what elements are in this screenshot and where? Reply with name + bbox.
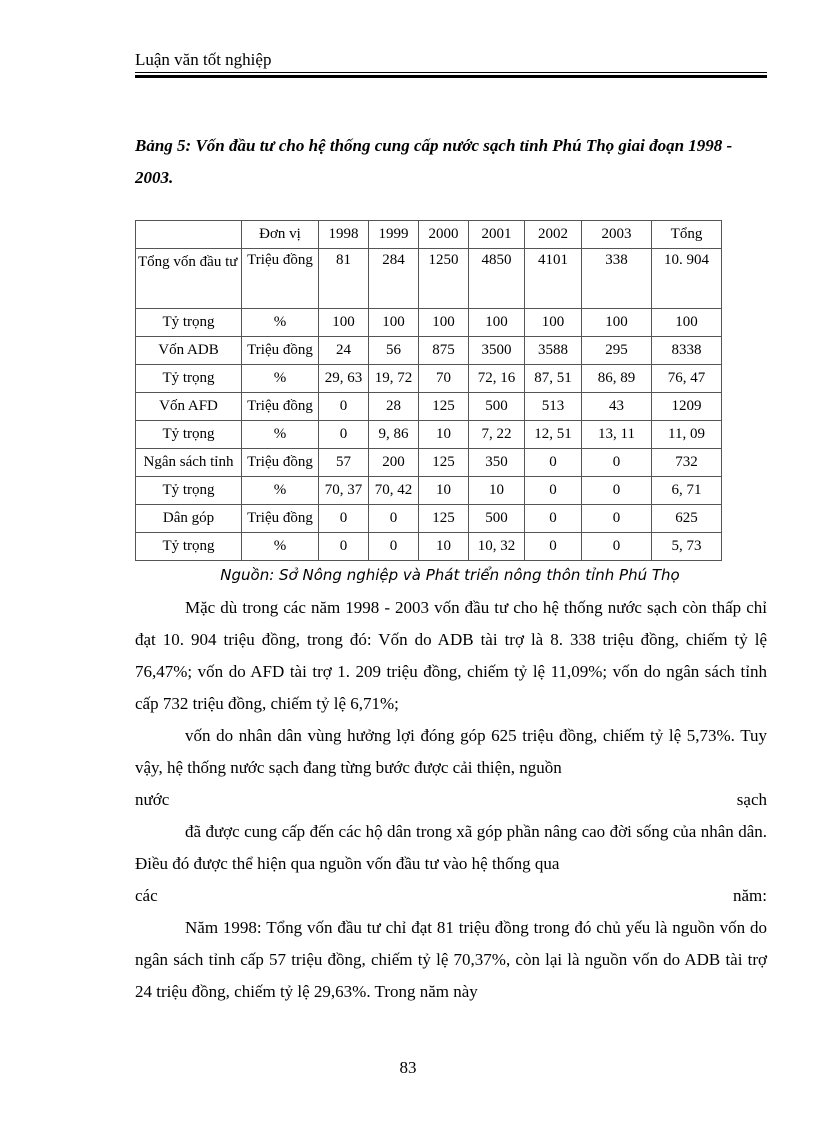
table-cell: 43 (582, 393, 652, 421)
header-rule-thin (135, 72, 767, 73)
paragraph-3-end-right: năm: (733, 886, 767, 905)
table-row (136, 505, 722, 533)
table-cell: 87, 51 (525, 365, 582, 393)
row-label-cell: Tỷ trọng (136, 365, 242, 393)
table-cell: 9, 86 (369, 421, 419, 449)
row-label-cell: Tỷ trọng (136, 533, 242, 561)
table-cell: 125 (419, 449, 469, 477)
table-cell: 0 (525, 477, 582, 505)
table-cell: % (242, 533, 319, 561)
table-header-cell: Đơn vị (242, 221, 319, 249)
table-cell: 100 (319, 309, 369, 337)
table-cell: 24 (319, 337, 369, 365)
table-cell: 0 (319, 533, 369, 561)
table-row (136, 421, 722, 449)
table-cell: 500 (469, 505, 525, 533)
table-cell: 200 (369, 449, 419, 477)
table-cell: 10. 904 (652, 249, 722, 309)
paragraph-3-last-line (135, 880, 767, 912)
table-cell: 125 (419, 393, 469, 421)
row-label-cell: Tỷ trọng (136, 309, 242, 337)
table-cell: 5, 73 (652, 533, 722, 561)
row-label-cell: Vốn AFD (136, 393, 242, 421)
table-cell: 10 (419, 533, 469, 561)
table-cell: 29, 63 (319, 365, 369, 393)
table-row (136, 393, 722, 421)
table-caption: Bảng 5: Vốn đầu tư cho hệ thống cung cấp nước sạch tỉnh Phú Thọ giai đoạn 1998 - 2003. (135, 136, 733, 187)
paragraph-2: vốn do nhân dân vùng hưởng lợi đóng góp 625 triệu đồng, chiếm tỷ lệ 5,73%. Tuy vậy, hệ thống nước sạch đang từng bước được cải thiện, nguồn (135, 726, 767, 777)
table-cell: 625 (652, 505, 722, 533)
table-header-cell: Tổng (652, 221, 722, 249)
table-cell: 72, 16 (469, 365, 525, 393)
table-row (136, 533, 722, 561)
table-header-cell: 2003 (582, 221, 652, 249)
table-header-cell: 1999 (369, 221, 419, 249)
table-cell: 100 (652, 309, 722, 337)
table-cell: 100 (419, 309, 469, 337)
table-cell: Triệu đồng (242, 249, 319, 309)
table-cell: 0 (319, 505, 369, 533)
table-cell: 76, 47 (652, 365, 722, 393)
page-header (135, 49, 767, 78)
paragraph-2-end-right: sạch (736, 790, 767, 809)
table-row (136, 337, 722, 365)
table-header-row (136, 221, 722, 249)
paragraph-3: đã được cung cấp đến các hộ dân trong xã góp phần nâng cao đời sống của nhân dân. Điều đó được thể hiện qua nguồn vốn đầu tư vào hệ thống qua (135, 822, 767, 873)
table-row (136, 365, 722, 393)
table-cell: 81 (319, 249, 369, 309)
table-cell: 6, 71 (652, 477, 722, 505)
row-label-cell: Tổng vốn đầu tư (136, 249, 242, 309)
table-row (136, 449, 722, 477)
table-cell: 100 (469, 309, 525, 337)
table-cell: 0 (525, 533, 582, 561)
table-cell: Triệu đồng (242, 393, 319, 421)
table-cell: Triệu đồng (242, 505, 319, 533)
header-rule-thick (135, 75, 767, 78)
table-cell: 56 (369, 337, 419, 365)
table-header-cell: 2002 (525, 221, 582, 249)
table-cell: 100 (582, 309, 652, 337)
paragraph-2-end-left: nước (135, 790, 170, 809)
table-cell: 10, 32 (469, 533, 525, 561)
body-text (135, 592, 767, 1008)
table-row (136, 477, 722, 505)
table-header-cell: 2001 (469, 221, 525, 249)
table-cell: 28 (369, 393, 419, 421)
table-cell: 70, 42 (369, 477, 419, 505)
table-cell: 875 (419, 337, 469, 365)
table-row (136, 309, 722, 337)
table-cell: 4850 (469, 249, 525, 309)
table-cell: 10 (419, 421, 469, 449)
table-cell: 8338 (652, 337, 722, 365)
table-cell: 7, 22 (469, 421, 525, 449)
table-cell: 100 (369, 309, 419, 337)
table-cell: 10 (419, 477, 469, 505)
table-cell: 0 (525, 505, 582, 533)
paragraph-4: Năm 1998: Tổng vốn đầu tư chỉ đạt 81 triệu đồng trong đó chủ yếu là nguồn vốn do ngân sách tỉnh cấp 57 triệu đồng, chiếm tỷ lệ 70,37%, còn lại là nguồn vốn do ADB tài trợ 24 triệu đồng, chiếm tỷ lệ 29,63%. Trong năm này (135, 918, 767, 1001)
row-label-cell: Ngân sách tỉnh (136, 449, 242, 477)
table-cell: 1209 (652, 393, 722, 421)
table-cell: Triệu đồng (242, 337, 319, 365)
row-label-cell: Dân góp (136, 505, 242, 533)
table-header-cell: 1998 (319, 221, 369, 249)
table-cell: 19, 72 (369, 365, 419, 393)
table-cell: 0 (582, 477, 652, 505)
table-cell: 11, 09 (652, 421, 722, 449)
row-label-cell: Vốn ADB (136, 337, 242, 365)
table-cell: 0 (525, 449, 582, 477)
table-cell: 0 (369, 505, 419, 533)
table-cell: 70 (419, 365, 469, 393)
table-cell: 732 (652, 449, 722, 477)
table-cell: 125 (419, 505, 469, 533)
page-number: 83 (399, 1058, 417, 1077)
table-cell: 3500 (469, 337, 525, 365)
paragraph-3-end-left: các (135, 886, 158, 905)
table-cell: % (242, 365, 319, 393)
table-cell: 0 (319, 393, 369, 421)
table-cell: 0 (319, 421, 369, 449)
header-title: Luận văn tốt nghiệp (135, 50, 272, 69)
table-cell: 3588 (525, 337, 582, 365)
row-label-cell: Tỷ trọng (136, 421, 242, 449)
table-cell: 4101 (525, 249, 582, 309)
table-cell: Triệu đồng (242, 449, 319, 477)
table-cell: 284 (369, 249, 419, 309)
table-cell: 513 (525, 393, 582, 421)
paragraph-2-last-line (135, 784, 767, 816)
table-cell: 500 (469, 393, 525, 421)
table-cell: 10 (469, 477, 525, 505)
table-cell: 338 (582, 249, 652, 309)
table-cell: 70, 37 (319, 477, 369, 505)
table-cell: % (242, 477, 319, 505)
investment-table (135, 220, 722, 561)
table-header-cell (136, 221, 242, 249)
table-source: Nguồn: Sở Nông nghiệp và Phát triển nông thôn tỉnh Phú Thọ (220, 566, 680, 584)
table-cell: 57 (319, 449, 369, 477)
paragraph-1: Mặc dù trong các năm 1998 - 2003 vốn đầu tư cho hệ thống nước sạch còn thấp chỉ đạt 10. 904 triệu đồng, trong đó: Vốn do ADB tài trợ là 8. 338 triệu đồng, chiếm tỷ lệ 76,47%; vốn do AFD tài trợ 1. 209 triệu đồng, chiếm tỷ lệ 11,09%; vốn do ngân sách tỉnh cấp 732 triệu đồng, chiếm tỷ lệ 6,71%; (135, 598, 767, 713)
table-cell: 13, 11 (582, 421, 652, 449)
table-cell: 0 (369, 533, 419, 561)
table-cell: % (242, 421, 319, 449)
table-row (136, 249, 722, 309)
table-cell: 350 (469, 449, 525, 477)
table-cell: 1250 (419, 249, 469, 309)
table-cell: 295 (582, 337, 652, 365)
row-label-cell: Tỷ trọng (136, 477, 242, 505)
table-header-cell: 2000 (419, 221, 469, 249)
table-cell: 0 (582, 533, 652, 561)
table-cell: 0 (582, 505, 652, 533)
table-cell: 0 (582, 449, 652, 477)
table-cell: 86, 89 (582, 365, 652, 393)
table-cell: % (242, 309, 319, 337)
table-cell: 100 (525, 309, 582, 337)
table-cell: 12, 51 (525, 421, 582, 449)
